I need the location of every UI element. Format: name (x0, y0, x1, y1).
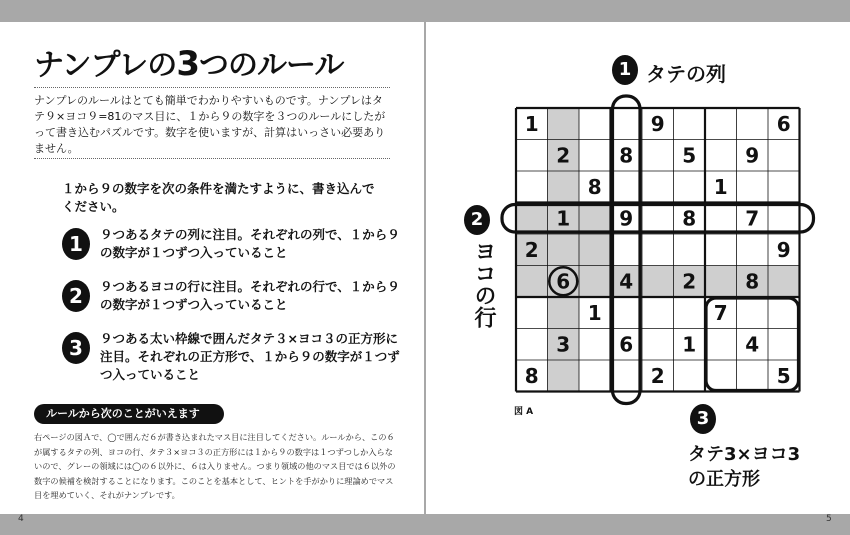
cell-digit: 3 (556, 332, 571, 357)
cell-digit: 8 (682, 206, 697, 231)
rule-number-badge: 1 (62, 228, 90, 260)
badge-3-icon: 3 (690, 404, 716, 434)
rule-text: ９つある太い枠線で囲んだタテ３×ヨコ３の正方形に注目。それぞれの正方形で、１から９の数字が１つずつ入っていること (100, 331, 400, 382)
cell-digit: 9 (776, 237, 791, 262)
section-banner: ルールから次のことがいえます (34, 404, 224, 424)
cell-digit: 2 (682, 269, 697, 294)
cell-digit: 8 (524, 363, 539, 388)
label-row: ヨコの行 (471, 240, 496, 328)
cell-digit: 4 (619, 269, 634, 294)
cell-digit: 5 (682, 143, 697, 168)
cell-digit: 2 (650, 363, 665, 388)
cell-digit: 4 (745, 332, 760, 357)
label-box: タテ3×ヨコ3 (688, 444, 801, 465)
cell-digit: 1 (524, 111, 539, 136)
cell-digit: 5 (776, 363, 791, 388)
cell-digit: 1 (556, 206, 571, 231)
cell-digit: 1 (713, 174, 728, 199)
figure-caption: 図 A (514, 407, 534, 417)
cell-digit: 6 (776, 111, 791, 136)
label-box-2: の正方形 (688, 469, 760, 490)
cell-digit: 7 (745, 206, 760, 231)
cell-digit: 1 (587, 300, 602, 325)
explanation-text: 右ページの図Ａで、◯で囲んだ６が書き込まれたマス目に注目してください。ルールから、この６が属するタテの列、ヨコの行、タテ３×ヨコ３の正方形には１から９の数字は１つずつしか入らないので、グレーの領域には◯の６以外に、６は入りません。つまり領域の他のマス目では６以外の数字の候補を検討することになります。このことを基本として、ヒントを手がかりに理論めでマス目を埋めていく、それがナンプレです。 (34, 432, 396, 500)
cell-digit: 9 (745, 143, 760, 168)
page-number: 5 (826, 514, 832, 524)
page-title: ナンプレの3つのルール (34, 44, 344, 84)
cell-digit: 6 (556, 269, 571, 294)
rule-text: ９つあるヨコの行に注目。それぞれの行で、１から９の数字が１つずつ入っていること (100, 279, 400, 312)
cell-digit: 2 (524, 237, 539, 262)
lead-text: １から９の数字を次の条件を満たすように、書き込んでください。 (62, 181, 375, 214)
cell-digit: 7 (713, 300, 728, 325)
cell-digit: 8 (745, 269, 760, 294)
cell-digit: 9 (619, 206, 634, 231)
rule-text: ９つあるタテの列に注目。それぞれの列で、１から９の数字が１つずつ入っていること (100, 227, 400, 260)
cell-digit: 8 (619, 143, 634, 168)
cell-digit: 9 (650, 111, 665, 136)
cell-digit: 6 (619, 332, 634, 357)
badge-1-icon: 1 (612, 55, 638, 85)
rule-number-badge: 2 (62, 280, 90, 312)
page-number: 4 (18, 514, 24, 524)
intro-text: ナンプレのルールはとても簡単でわかりやすいものです。ナンプレはタテ９×ヨコ９=81のマス目に、１から９の数字を３つのルールにしたがって書き込むパズルです。数字を使いますが、計算はいっさい必要ありません。 (34, 94, 386, 155)
badge-2-icon: 2 (464, 205, 490, 235)
cell-digit: 2 (556, 143, 571, 168)
rule-number-badge: 3 (62, 332, 90, 364)
label-column: タテの列 (646, 62, 726, 86)
column-highlight (613, 96, 641, 404)
cell-digit: 1 (682, 332, 697, 357)
cell-digit: 8 (587, 174, 602, 199)
